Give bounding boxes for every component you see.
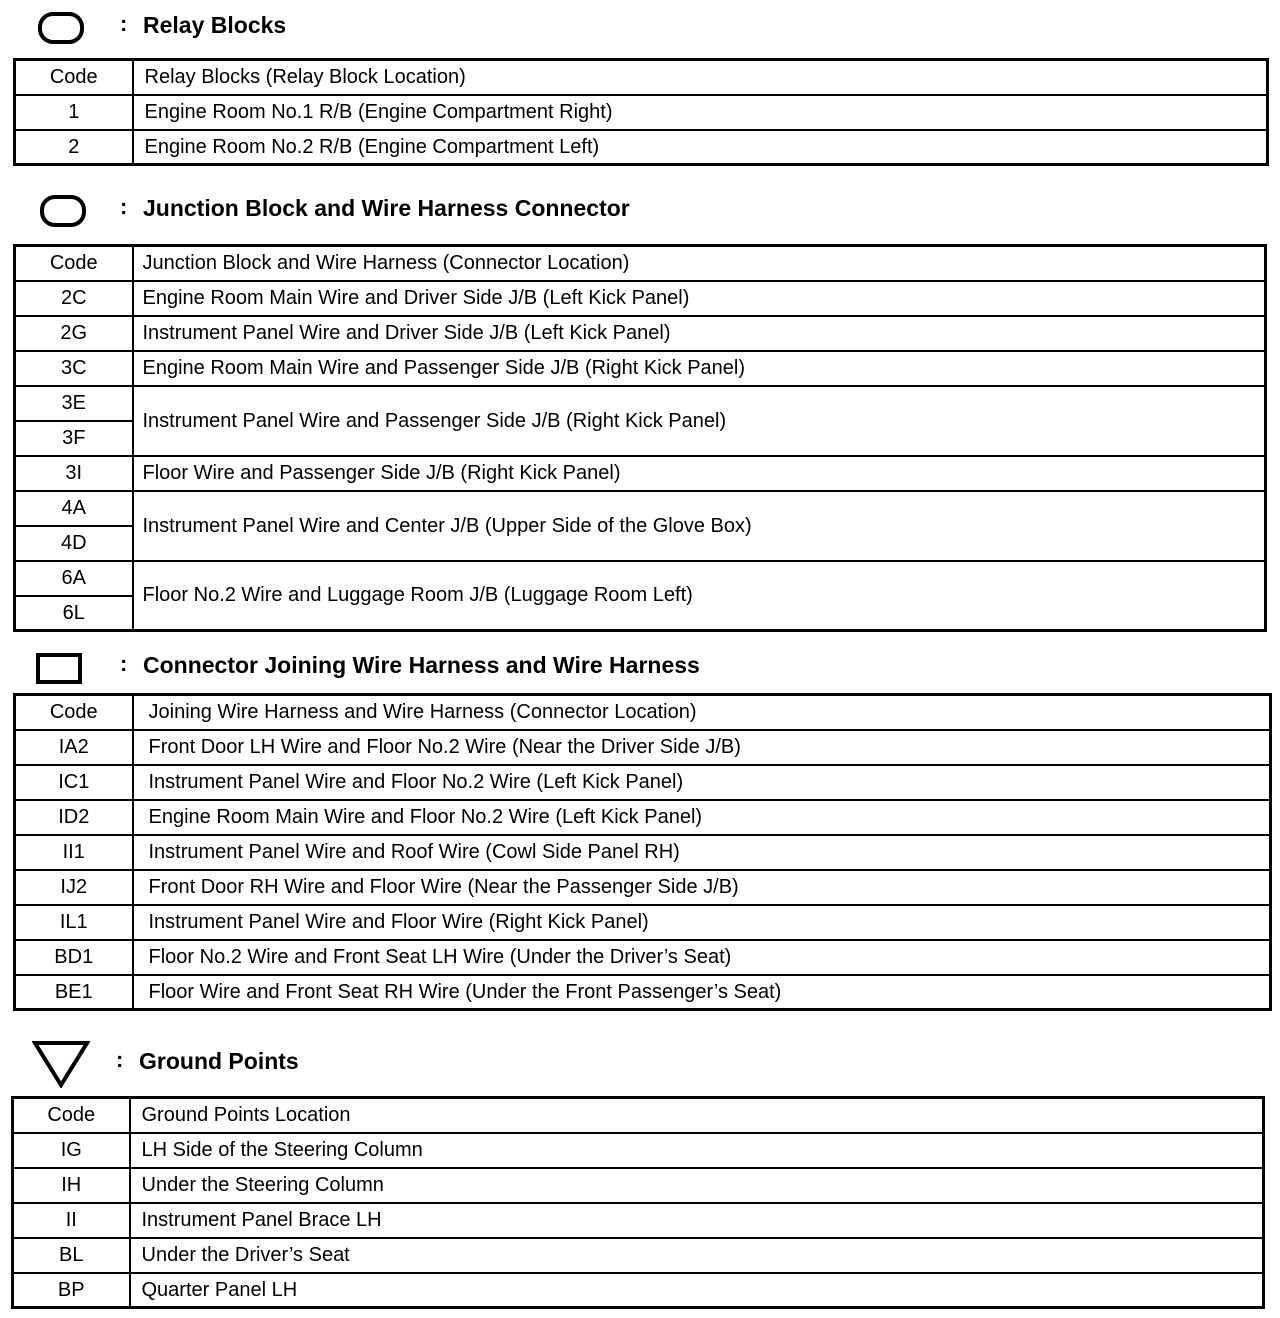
location-cell: LH Side of the Steering Column [130, 1133, 1264, 1168]
oval-symbol-icon [40, 195, 86, 227]
table-row [15, 316, 1266, 351]
column-header-code: Code [15, 60, 133, 95]
location-cell: Floor No.2 Wire and Luggage Room J/B (Luggage Room Left) [133, 561, 1266, 631]
code-cell: 3E [15, 386, 133, 421]
location-cell: Front Door RH Wire and Floor Wire (Near the Passenger Side J/B) [133, 870, 1271, 905]
junction-block-table [13, 244, 1267, 632]
table-row [15, 940, 1271, 975]
table-row [13, 1133, 1264, 1168]
location-cell: Floor Wire and Front Seat RH Wire (Under the Front Passenger’s Seat) [133, 975, 1271, 1010]
location-cell: Instrument Panel Wire and Floor No.2 Wire (Left Kick Panel) [133, 765, 1271, 800]
table-row [15, 281, 1266, 316]
column-header-location: Ground Points Location [130, 1098, 1264, 1133]
code-cell: IA2 [15, 730, 133, 765]
code-cell: 2 [15, 130, 133, 165]
code-cell: IH [13, 1168, 130, 1203]
code-cell: IG [13, 1133, 130, 1168]
code-cell: ID2 [15, 800, 133, 835]
column-header-code: Code [15, 246, 133, 281]
location-cell: Instrument Panel Wire and Roof Wire (Cowl Side Panel RH) [133, 835, 1271, 870]
code-cell: II1 [15, 835, 133, 870]
junction-block-heading [0, 190, 1280, 230]
location-cell: Engine Room Main Wire and Floor No.2 Wire (Left Kick Panel) [133, 800, 1271, 835]
code-cell: 4D [15, 526, 133, 561]
location-cell: Quarter Panel LH [130, 1273, 1264, 1308]
location-cell: Engine Room Main Wire and Driver Side J/B (Left Kick Panel) [133, 281, 1266, 316]
code-cell: 2G [15, 316, 133, 351]
code-cell: 1 [15, 95, 133, 130]
table-header-row [15, 60, 1268, 95]
table-header-row [15, 695, 1271, 730]
table-row [15, 386, 1266, 421]
relay-blocks-heading [0, 8, 1280, 48]
code-cell: BP [13, 1273, 130, 1308]
location-cell: Instrument Panel Wire and Passenger Side J/B (Right Kick Panel) [133, 386, 1266, 456]
heading-colon: : [120, 194, 128, 219]
table-row [15, 975, 1271, 1010]
table-row [15, 800, 1271, 835]
code-cell: BD1 [15, 940, 133, 975]
ground-points-heading [0, 1040, 1280, 1090]
table-row [15, 835, 1271, 870]
code-cell: IJ2 [15, 870, 133, 905]
section-title: Connector Joining Wire Harness and Wire Harness [143, 652, 700, 678]
code-cell: 6L [15, 596, 133, 631]
location-cell: Under the Driver’s Seat [130, 1238, 1264, 1273]
location-cell: Instrument Panel Wire and Driver Side J/B (Left Kick Panel) [133, 316, 1266, 351]
table-row [15, 561, 1266, 596]
table-row [13, 1273, 1264, 1308]
code-cell: 3C [15, 351, 133, 386]
location-cell: Instrument Panel Brace LH [130, 1203, 1264, 1238]
table-row [15, 456, 1266, 491]
section-title: Relay Blocks [143, 12, 287, 38]
table-row [15, 351, 1266, 386]
location-cell: Front Door LH Wire and Floor No.2 Wire (Near the Driver Side J/B) [133, 730, 1271, 765]
code-cell: 3I [15, 456, 133, 491]
column-header-location: Joining Wire Harness and Wire Harness (Connector Location) [133, 695, 1271, 730]
triangle-down-symbol-icon [32, 1040, 90, 1088]
oval-symbol-icon [38, 12, 84, 44]
heading-colon: : [120, 651, 128, 676]
table-row [15, 95, 1268, 130]
relay-blocks-table [13, 58, 1269, 166]
table-row [15, 730, 1271, 765]
location-cell: Floor Wire and Passenger Side J/B (Right Kick Panel) [133, 456, 1266, 491]
rectangle-symbol-icon [36, 653, 82, 684]
code-cell: IC1 [15, 765, 133, 800]
table-row [15, 130, 1268, 165]
location-cell: Floor No.2 Wire and Front Seat LH Wire (Under the Driver’s Seat) [133, 940, 1271, 975]
table-row [13, 1203, 1264, 1238]
code-cell: 2C [15, 281, 133, 316]
table-row [15, 905, 1271, 940]
code-cell: 4A [15, 491, 133, 526]
code-cell: BE1 [15, 975, 133, 1010]
table-header-row [15, 246, 1266, 281]
location-cell: Instrument Panel Wire and Floor Wire (Right Kick Panel) [133, 905, 1271, 940]
section-title: Ground Points [139, 1048, 299, 1074]
code-cell: 6A [15, 561, 133, 596]
location-cell: Engine Room No.1 R/B (Engine Compartment Right) [133, 95, 1268, 130]
location-cell: Engine Room Main Wire and Passenger Side J/B (Right Kick Panel) [133, 351, 1266, 386]
column-header-code: Code [13, 1098, 130, 1133]
table-row [13, 1238, 1264, 1273]
code-cell: II [13, 1203, 130, 1238]
code-cell: 3F [15, 421, 133, 456]
table-row [15, 765, 1271, 800]
code-cell: BL [13, 1238, 130, 1273]
location-cell: Engine Room No.2 R/B (Engine Compartment Left) [133, 130, 1268, 165]
column-header-location: Junction Block and Wire Harness (Connector Location) [133, 246, 1266, 281]
joining-connector-heading [0, 646, 1280, 686]
table-row [13, 1168, 1264, 1203]
column-header-code: Code [15, 695, 133, 730]
section-title: Junction Block and Wire Harness Connector [143, 195, 630, 221]
heading-colon: : [120, 11, 128, 36]
joining-connector-table [13, 693, 1272, 1011]
location-cell: Instrument Panel Wire and Center J/B (Upper Side of the Glove Box) [133, 491, 1266, 561]
column-header-location: Relay Blocks (Relay Block Location) [133, 60, 1268, 95]
code-cell: IL1 [15, 905, 133, 940]
ground-points-table [11, 1096, 1265, 1309]
heading-colon: : [116, 1047, 124, 1072]
table-row [15, 870, 1271, 905]
location-cell: Under the Steering Column [130, 1168, 1264, 1203]
table-header-row [13, 1098, 1264, 1133]
table-row [15, 491, 1266, 526]
